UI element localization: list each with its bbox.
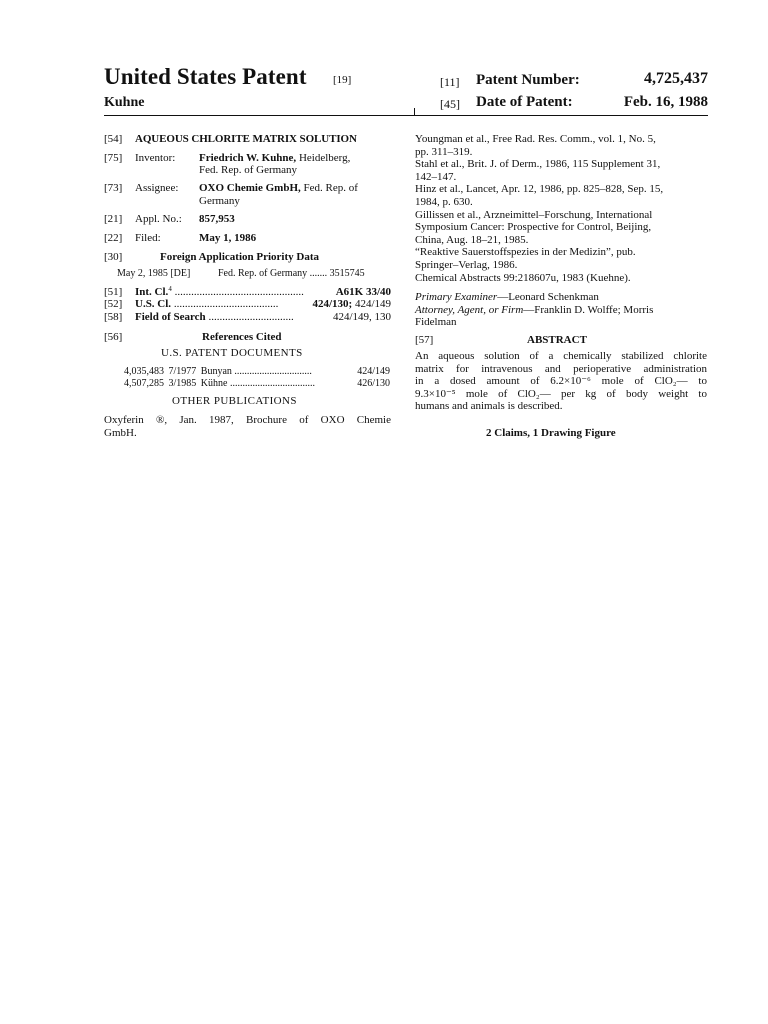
title-field-code: [54]	[104, 133, 123, 145]
primary-examiner-name: —Leonard Schenkman	[497, 291, 599, 303]
uscl-label: U.S. Cl.	[135, 298, 172, 310]
inventor-location: Heidelberg,	[298, 152, 351, 164]
publication-line: pp. 311–319.	[415, 145, 473, 158]
abstract-text	[415, 350, 707, 413]
intcl-dots: ...............................................	[174, 286, 304, 298]
attorney-names: —Franklin D. Wolffe; Morris	[523, 304, 654, 316]
attorney-label: Attorney, Agent, or Firm	[415, 304, 524, 316]
patent-number: 4,725,437	[644, 70, 708, 87]
abstract-line: An aqueous solution of a chemically stabilized chlorite	[415, 350, 707, 362]
us-patent-row	[124, 378, 390, 391]
attorney-names-continued: Fidelman	[415, 316, 457, 328]
foreign-priority-date: May 2, 1985 [DE]	[117, 268, 191, 279]
assignee-location: Fed. Rep. of	[303, 182, 358, 194]
uscl-primary: 424/130;	[312, 298, 353, 310]
search-value: 424/149, 130	[332, 311, 391, 323]
intcl-line	[135, 286, 391, 299]
us-patent-dots: ..................................	[229, 378, 315, 389]
appl-number: 857,953	[199, 213, 235, 225]
publication-line: “Reaktive Sauerstoffspezies in der Medizin”, pub.	[415, 246, 636, 259]
publication-line: Youngman et al., Free Rad. Res. Comm., vol. 1, No. 5,	[415, 133, 656, 145]
us-patent-class: 426/130	[357, 378, 390, 389]
claims-count: 2 Claims, 1 Drawing Figure	[486, 427, 616, 439]
search-label: Field of Search	[135, 311, 206, 323]
abstract-line: matrix for intravenous and perioperative administration	[415, 362, 707, 375]
search-line	[135, 311, 391, 324]
header-rule-divider	[414, 108, 415, 115]
uscl-secondary: 424/149	[354, 298, 391, 310]
publication-line: Gillissen et al., Arzneimittel–Forschung, International	[415, 208, 653, 221]
us-patent-number: 4,507,285	[124, 378, 164, 389]
other-publication-line: GmbH.	[104, 427, 137, 439]
invention-title: AQUEOUS CHLORITE MATRIX SOLUTION	[135, 133, 357, 145]
search-field-code: [58]	[104, 311, 123, 323]
foreign-priority-country-name: Fed. Rep. of Germany	[218, 268, 308, 279]
publication-line: Springer–Verlag, 1986.	[415, 258, 518, 271]
publication-line: China, Aug. 18–21, 1985.	[415, 233, 529, 246]
foreign-priority-country	[218, 268, 365, 281]
foreign-priority-dots: .......	[309, 268, 328, 279]
appl-label: Appl. No.:	[135, 213, 182, 225]
primary-examiner-label: Primary Examiner	[415, 291, 498, 303]
us-patent-documents-heading: U.S. PATENT DOCUMENTS	[161, 347, 303, 359]
us-patent-dots: ...............................	[234, 366, 312, 377]
uscl-line	[135, 298, 391, 311]
inventor-field-code: [75]	[104, 152, 123, 164]
foreign-field-code: [30]	[104, 251, 123, 263]
assignee-country: Germany	[199, 195, 240, 207]
uscl-field-code: [52]	[104, 298, 123, 310]
publication-line: Chemical Abstracts 99:218607u, 1983 (Kuehne).	[415, 271, 631, 284]
patent-office-title: United States Patent	[104, 64, 307, 89]
patent-number-label: Patent Number:	[476, 72, 580, 88]
foreign-priority-number: 3515745	[329, 268, 365, 279]
header-rule	[104, 115, 708, 116]
date-of-patent-label: Date of Patent:	[476, 94, 573, 110]
primary-examiner	[415, 291, 599, 304]
publication-line: Hinz et al., Lancet, Apr. 12, 1986, pp. 825–828, Sep. 15,	[415, 183, 664, 196]
filed-field-code: [22]	[104, 232, 123, 244]
us-patent-inventor: Kühne	[200, 378, 228, 389]
filed-label: Filed:	[135, 232, 161, 244]
inventor-label: Inventor:	[135, 152, 176, 164]
other-publications-list	[415, 133, 707, 284]
date-code: [45]	[440, 97, 460, 111]
appl-field-code: [21]	[104, 213, 123, 225]
publication-line: 142–147.	[415, 170, 457, 183]
attorney	[415, 304, 653, 317]
references-cited-heading: References Cited	[202, 331, 282, 343]
abstract-field-code: [57]	[415, 334, 434, 346]
uscl-dots: ......................................	[173, 298, 279, 310]
inventor-country: Fed. Rep. of Germany	[199, 164, 298, 176]
inventor-surname: Kuhne	[104, 95, 145, 110]
assignee-field-code: [73]	[104, 182, 123, 194]
title-code: [19]	[333, 74, 352, 86]
intcl-label: Int. Cl.	[135, 286, 169, 298]
assignee-label: Assignee:	[135, 182, 179, 194]
other-publications-heading: OTHER PUBLICATIONS	[172, 395, 297, 407]
abstract-heading: ABSTRACT	[527, 334, 587, 346]
date-of-patent: Feb. 16, 1988	[623, 94, 708, 110]
abstract-line: 9.3×10⁻⁵ mole of ClO₂— per kg of body weight to	[415, 387, 707, 400]
publication-line: 1984, p. 630.	[415, 195, 473, 208]
publication-line: Symposium Cancer: Prospective for Control, Beijing,	[415, 221, 652, 234]
us-patent-row	[124, 366, 390, 379]
intcl-value: A61K 33/40	[335, 286, 391, 298]
refs-field-code: [56]	[104, 331, 123, 343]
other-publication-line: Oxyferin ®, Jan. 1987, Brochure of OXO Chemie	[104, 414, 391, 426]
inventor-entry	[199, 152, 350, 165]
search-dots: ...............................	[208, 311, 294, 323]
patent-number-code: [11]	[440, 75, 460, 89]
abstract-line: humans and animals is described.	[415, 400, 563, 413]
us-patent-inventor: Bunyan	[200, 366, 232, 377]
abstract-line: in a dosed amount of 6.2×10⁻⁶ mole of ClO₂— to	[415, 375, 707, 388]
intcl-edition: 4	[168, 285, 172, 293]
us-patent-class: 424/149	[357, 366, 390, 377]
assignee-name: OXO Chemie GmbH,	[199, 182, 301, 194]
filed-date: May 1, 1986	[199, 232, 257, 244]
intcl-field-code: [51]	[104, 286, 123, 298]
uscl-values	[312, 298, 391, 311]
foreign-priority-heading: Foreign Application Priority Data	[160, 251, 319, 263]
us-patent-number: 4,035,483	[124, 366, 164, 377]
publication-line: Stahl et al., Brit. J. of Derm., 1986, 115 Supplement 31,	[415, 158, 661, 171]
assignee-entry	[199, 182, 358, 195]
us-patent-date: 7/1977	[168, 366, 197, 377]
inventor-name: Friedrich W. Kuhne,	[199, 152, 297, 164]
us-patent-date: 3/1985	[168, 378, 197, 389]
